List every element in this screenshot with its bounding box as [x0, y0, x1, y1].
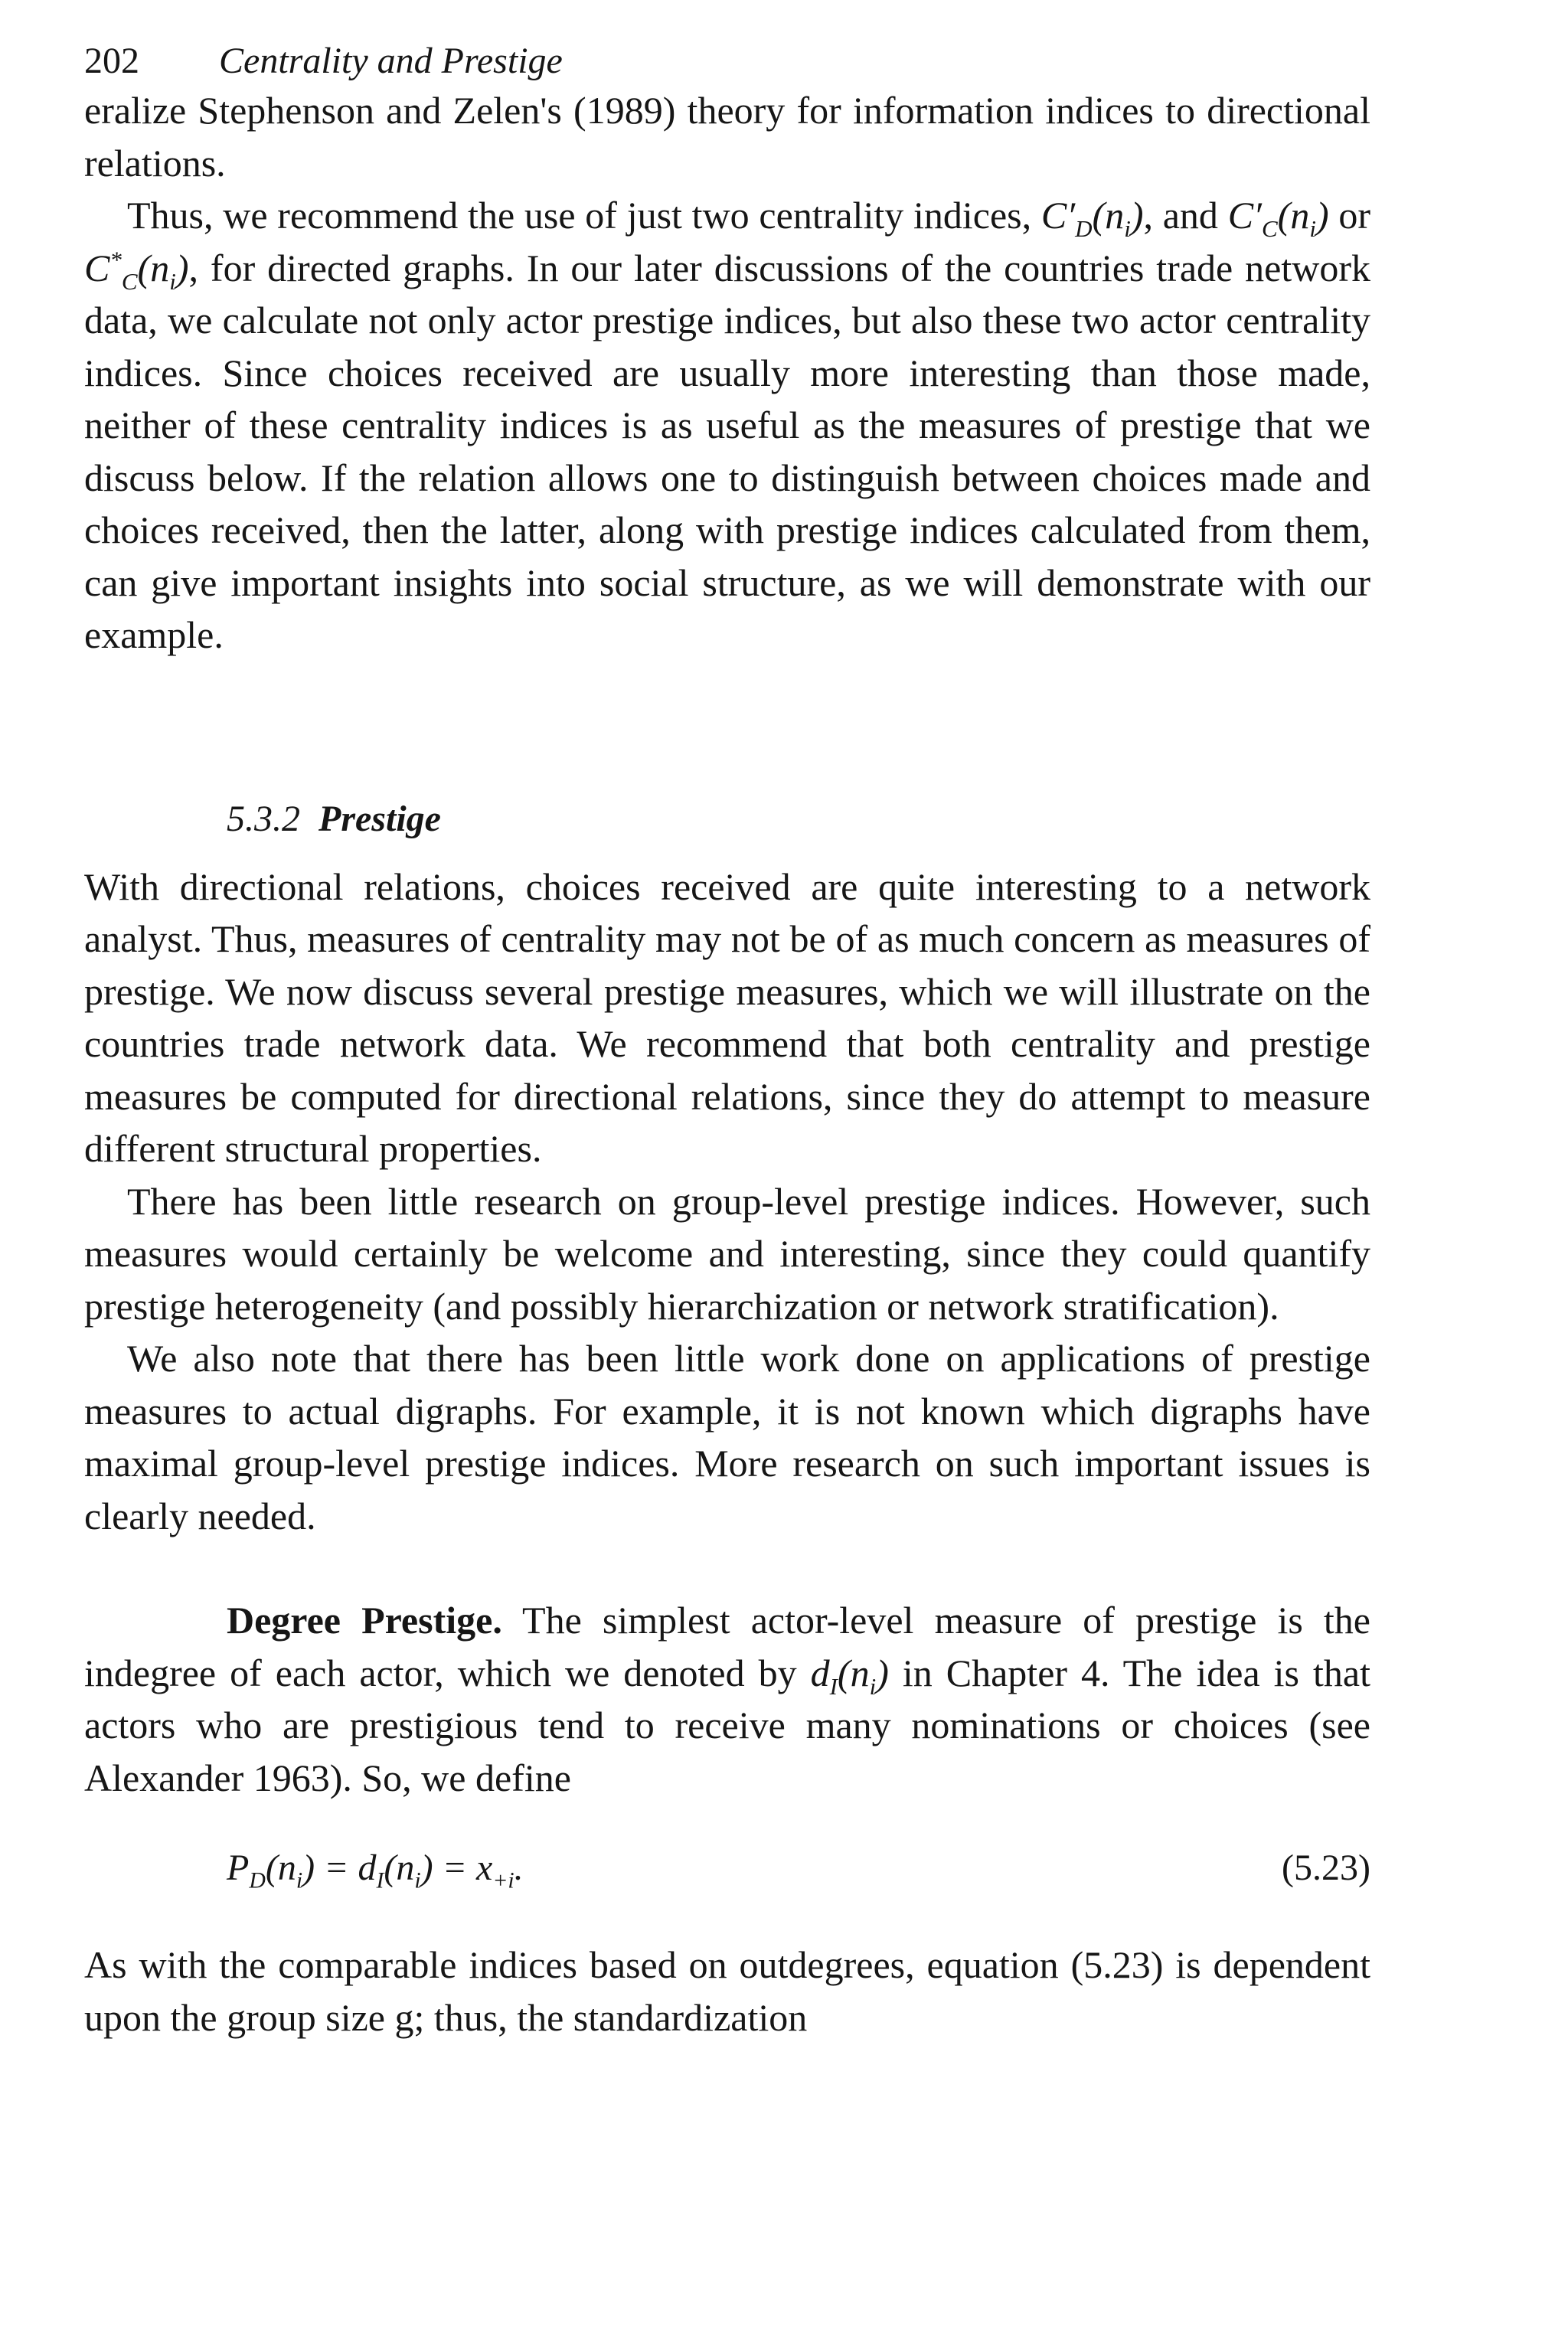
section-title: Prestige [318, 798, 441, 839]
math-c-c-star: $C^*_C(n_i)$ [84, 245, 189, 295]
running-title: Centrality and Prestige [219, 41, 563, 81]
page-number: 202 [84, 41, 139, 81]
paragraph-continuation: eralize Stephenson and Zelen's (1989) theory for information indices to directional relations. [84, 89, 1370, 185]
math-c-c-prime: $C'_C(n_i)$ [1227, 194, 1329, 242]
paragraph-text: , and [1143, 194, 1228, 237]
equation-number: (5.23) [1282, 1848, 1370, 1888]
equation-formula: $P_D(n_i) = d_I(n_i) = x_{+i}$. [227, 1848, 524, 1893]
run-in-heading: Degree Prestige. [227, 1599, 502, 1642]
math-indegree: $d_I(n_i)$ [810, 1651, 889, 1700]
paragraph-text: or [1328, 194, 1371, 237]
math-c-d-prime: $C'_D(n_i)$ [1040, 194, 1144, 242]
paragraph-text: in Chapter 4. The idea is that actors who are prestigious tend to receive many nominations or choices (see Alexander 1963). So, we define [84, 1651, 1370, 1799]
paragraph-text: , for directed graphs. In our later discussions of the countries trade network data, we calculate not only actor prestige indices, but also these two actor centrality indices. Since choices received are usually more interesting than those made, neither of these centrality indices is as useful as the measures of prestige that we discuss below. If the relation allows one to distinguish between choices made and choices received, then the latter, along with prestige indices calculated from them, can give important insights into social structure, as we will demonstrate with our example. [84, 246, 1370, 656]
paragraph-applications: We also note that there has been little work done on applications of prestige measures to actual digraphs. For example, it is not known which digraphs have maximal group-level prestige indices. More research on such important issues is clearly needed. [84, 1337, 1370, 1537]
section-number: 5.3.2 [227, 798, 300, 839]
paragraph-prestige-intro: With directional relations, choices received are quite interesting to a network analyst. Thus, measures of centrality may not be of as much concern as measures of prestige. We now discuss several prestige measures, which we will illustrate on the countries trade network data. We recommend that both centrality and prestige measures be computed for directional relations, since they do attempt to measure different structural properties. [84, 864, 1370, 1170]
paragraph-text: Thus, we recommend the use of just two centrality indices, [127, 194, 1041, 237]
page [84, 38, 1370, 2044]
paragraph-standardization: As with the comparable indices based on outdegrees, equation (5.23) is dependent upon the group size g; thus, the standardization [84, 1943, 1370, 2039]
section-heading [227, 793, 1370, 845]
running-head [84, 38, 1370, 84]
paragraph-text: The simplest actor-level measure of prestige is the indegree of each actor, which we denoted by [84, 1599, 1371, 1694]
paragraph-centrality-indices [84, 189, 1370, 662]
paragraph-group-level: There has been little research on group-level prestige indices. However, such measures would certainly be welcome and interesting, since they could quantify prestige heterogeneity (and possibly hierarchization or network stratification). [84, 1179, 1370, 1328]
paragraph-degree-prestige [84, 1594, 1370, 1804]
equation-5-23 [84, 1847, 1370, 1908]
